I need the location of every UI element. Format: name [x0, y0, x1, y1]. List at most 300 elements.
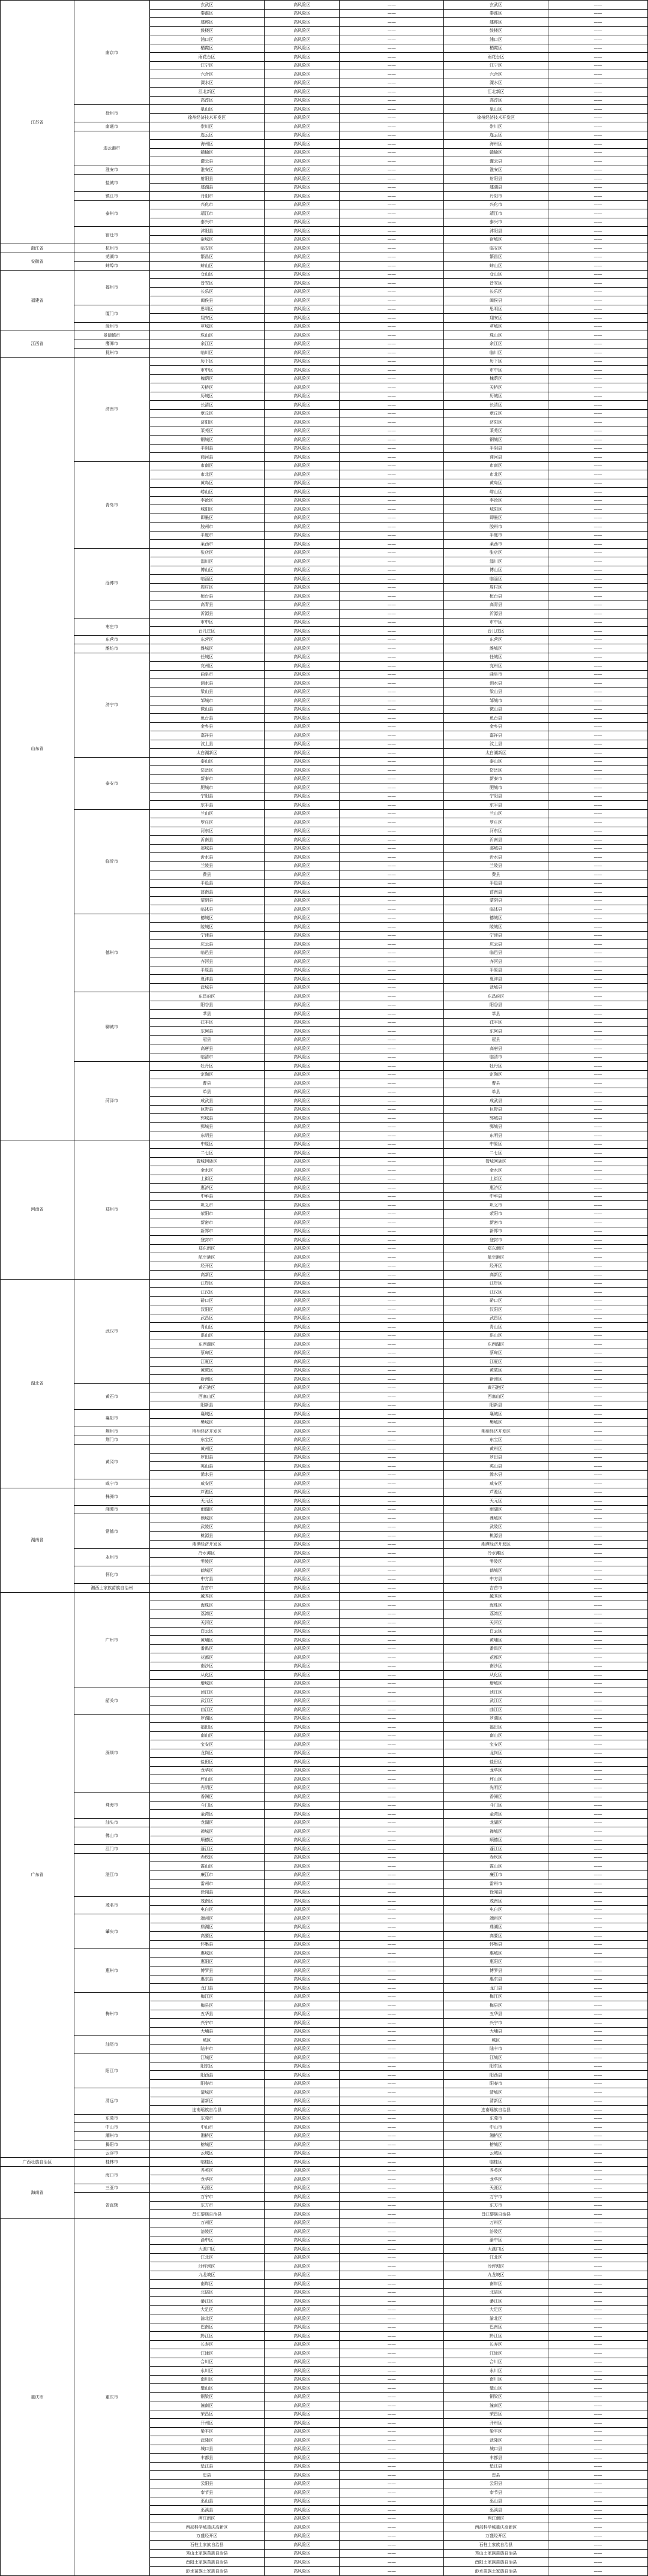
risk-level-cell: 高风险区: [264, 1, 340, 10]
dash-cell: ——: [340, 1775, 444, 1784]
city-cell: 宿迁市: [74, 227, 149, 244]
city-cell: 鹰潭市: [74, 340, 149, 349]
risk-level-cell: 高风险区: [264, 1810, 340, 1819]
district-cell: 玄武区: [149, 1, 264, 10]
district-cell: 宝安区: [149, 1740, 264, 1749]
dash-cell: ——: [340, 827, 444, 836]
risk-level-cell: 高风险区: [264, 192, 340, 201]
dash-cell: ——: [548, 1445, 647, 1454]
district-cell: 惠阳区: [149, 1957, 264, 1966]
risk-level-cell: 高风险区: [264, 722, 340, 731]
dash-cell: ——: [548, 1497, 647, 1506]
district-cell: 临淄区: [149, 575, 264, 584]
dash-cell: ——: [340, 1966, 444, 1975]
dash-cell: ——: [340, 148, 444, 157]
area-name-cell: 蓬江区: [444, 1845, 548, 1854]
district-cell: 江岸区: [149, 1279, 264, 1288]
district-cell: 万州区: [149, 2218, 264, 2227]
area-name-cell: 连南瑶族自治县: [444, 2106, 548, 2115]
risk-level-cell: 高风险区: [264, 931, 340, 940]
district-cell: 金湾区: [149, 1810, 264, 1819]
table-row: [1, 2053, 648, 2062]
risk-level-cell: 高风险区: [264, 905, 340, 914]
dash-cell: ——: [548, 1784, 647, 1793]
risk-level-cell: 高风险区: [264, 1462, 340, 1471]
risk-level-cell: 高风险区: [264, 1740, 340, 1749]
dash-cell: ——: [548, 783, 647, 792]
risk-level-cell: 高风险区: [264, 983, 340, 992]
risk-level-cell: 高风险区: [264, 2419, 340, 2428]
area-name-cell: 黄石港区: [444, 1383, 548, 1392]
dash-cell: ——: [548, 705, 647, 714]
dash-cell: ——: [548, 1340, 647, 1349]
district-cell: 临清市: [149, 1053, 264, 1062]
dash-cell: ——: [548, 1279, 647, 1288]
district-cell: 高新区: [149, 1271, 264, 1280]
dash-cell: ——: [548, 2280, 647, 2289]
dash-cell: ——: [548, 1557, 647, 1566]
district-cell: 大渡口区: [149, 2245, 264, 2254]
dash-cell: ——: [340, 1149, 444, 1158]
risk-level-cell: 高风险区: [264, 1540, 340, 1549]
risk-level-cell: 高风险区: [264, 1966, 340, 1975]
area-name-cell: 鄄城县: [444, 1122, 548, 1131]
city-cell: 黄石市: [74, 1383, 149, 1410]
risk-level-cell: 高风险区: [264, 122, 340, 131]
area-name-cell: 市中区: [444, 618, 548, 627]
area-name-cell: 庆云县: [444, 940, 548, 949]
dash-cell: ——: [548, 1523, 647, 1532]
district-cell: 定陶区: [149, 1070, 264, 1079]
dash-cell: ——: [340, 340, 444, 349]
district-cell: 梁平区: [149, 2427, 264, 2436]
dash-cell: ——: [340, 575, 444, 584]
dash-cell: ——: [340, 2454, 444, 2463]
area-name-cell: 英山县: [444, 1462, 548, 1471]
district-cell: 渝中区: [149, 2236, 264, 2245]
dash-cell: ——: [340, 2140, 444, 2149]
risk-level-cell: 高风险区: [264, 1636, 340, 1645]
area-name-cell: 汶上县: [444, 740, 548, 749]
city-cell: 珠海市: [74, 1793, 149, 1819]
dash-cell: ——: [340, 1209, 444, 1218]
area-name-cell: 闽侯县: [444, 296, 548, 305]
dash-cell: ——: [340, 244, 444, 253]
dash-cell: ——: [340, 2019, 444, 2028]
risk-level-cell: 高风险区: [264, 1436, 340, 1445]
dash-cell: ——: [548, 1706, 647, 1715]
risk-level-cell: 高风险区: [264, 262, 340, 271]
area-name-cell: 太白湖新区: [444, 749, 548, 758]
table-row: [1, 1793, 648, 1802]
table-row: [1, 1, 648, 10]
dash-cell: ——: [340, 314, 444, 323]
risk-level-cell: 高风险区: [264, 1610, 340, 1619]
area-name-cell: 德城区: [444, 914, 548, 923]
dash-cell: ——: [548, 914, 647, 923]
district-cell: 浈江区: [149, 1688, 264, 1697]
dash-cell: ——: [548, 1914, 647, 1923]
area-name-cell: 昌江黎族自治县: [444, 2210, 548, 2219]
city-cell: 蚌埠市: [74, 262, 149, 271]
dash-cell: ——: [340, 349, 444, 358]
risk-level-cell: 高风险区: [264, 1323, 340, 1332]
dash-cell: ——: [340, 766, 444, 775]
dash-cell: ——: [548, 1688, 647, 1697]
district-cell: 东昌府区: [149, 992, 264, 1001]
dash-cell: ——: [340, 722, 444, 731]
dash-cell: ——: [548, 88, 647, 97]
dash-cell: ——: [340, 18, 444, 27]
dash-cell: ——: [548, 1288, 647, 1297]
city-cell: 菏泽市: [74, 1062, 149, 1140]
dash-cell: ——: [548, 1410, 647, 1419]
risk-level-cell: 高风险区: [264, 575, 340, 584]
dash-cell: ——: [548, 148, 647, 157]
table-row: [1, 270, 648, 279]
risk-level-cell: 高风险区: [264, 287, 340, 296]
district-cell: 闽侯县: [149, 296, 264, 305]
risk-level-cell: 高风险区: [264, 2479, 340, 2488]
district-cell: 经开区: [149, 1262, 264, 1271]
dash-cell: ——: [548, 1871, 647, 1880]
district-cell: 阳新县: [149, 1401, 264, 1410]
dash-cell: ——: [340, 2506, 444, 2515]
area-name-cell: 从化区: [444, 1671, 548, 1680]
dash-cell: ——: [548, 2044, 647, 2053]
dash-cell: ——: [548, 253, 647, 262]
district-cell: 兴宁市: [149, 2019, 264, 2028]
risk-level-cell: 高风险区: [264, 157, 340, 166]
area-name-cell: 临川区: [444, 349, 548, 358]
dash-cell: ——: [548, 2175, 647, 2184]
dash-cell: ——: [340, 1592, 444, 1601]
city-cell: 省直辖: [74, 2193, 149, 2219]
risk-level-cell: 高风险区: [264, 35, 340, 44]
dash-cell: ——: [548, 2210, 647, 2219]
area-name-cell: 鼎湖区: [444, 1923, 548, 1932]
district-cell: 梅江区: [149, 1992, 264, 2001]
risk-level-cell: 高风险区: [264, 166, 340, 175]
district-cell: 市南区: [149, 461, 264, 470]
dash-cell: ——: [548, 1070, 647, 1079]
area-name-cell: 新密市: [444, 1218, 548, 1227]
area-name-cell: 兖州区: [444, 662, 548, 671]
dash-cell: ——: [340, 757, 444, 766]
area-name-cell: 奉节县: [444, 2488, 548, 2497]
dash-cell: ——: [340, 105, 444, 114]
risk-level-cell: 高风险区: [264, 1053, 340, 1062]
dash-cell: ——: [340, 1453, 444, 1462]
city-cell: 佛山市: [74, 1827, 149, 1845]
risk-level-cell: 高风险区: [264, 888, 340, 897]
risk-level-cell: 高风险区: [264, 1331, 340, 1340]
risk-level-cell: 高风险区: [264, 1897, 340, 1906]
district-cell: 端州区: [149, 1914, 264, 1923]
dash-cell: ——: [340, 774, 444, 783]
district-cell: 蚌山区: [149, 262, 264, 271]
dash-cell: ——: [548, 1853, 647, 1862]
risk-level-cell: 高风险区: [264, 1801, 340, 1810]
dash-cell: ——: [548, 557, 647, 566]
risk-level-cell: 高风险区: [264, 2488, 340, 2497]
dash-cell: ——: [548, 1166, 647, 1175]
area-name-cell: 登封市: [444, 1236, 548, 1245]
risk-level-cell: 高风险区: [264, 1749, 340, 1758]
district-cell: 城阳区: [149, 505, 264, 514]
area-name-cell: 岱岳区: [444, 766, 548, 775]
area-name-cell: 陆丰市: [444, 2044, 548, 2053]
district-cell: 沙坪坝区: [149, 2262, 264, 2271]
risk-level-cell: 高风险区: [264, 783, 340, 792]
area-name-cell: 霞山区: [444, 1862, 548, 1871]
risk-level-cell: 高风险区: [264, 2175, 340, 2184]
district-cell: 微山县: [149, 705, 264, 714]
district-cell: 南沙区: [149, 1662, 264, 1671]
dash-cell: ——: [340, 2332, 444, 2341]
dash-cell: ——: [548, 2106, 647, 2115]
risk-level-cell: 高风险区: [264, 1871, 340, 1880]
dash-cell: ——: [548, 575, 647, 584]
risk-level-cell: 高风险区: [264, 427, 340, 436]
area-name-cell: 硚口区: [444, 1296, 548, 1305]
dash-cell: ——: [548, 79, 647, 88]
risk-level-cell: 高风险区: [264, 601, 340, 610]
district-cell: 牡丹区: [149, 1062, 264, 1071]
table-row: [1, 357, 648, 366]
table-row: [1, 244, 648, 253]
table-row: [1, 548, 648, 557]
area-name-cell: 夏津县: [444, 975, 548, 984]
dash-cell: ——: [340, 2479, 444, 2488]
district-cell: 龙华区: [149, 1766, 264, 1775]
dash-cell: ——: [340, 1758, 444, 1767]
dash-cell: ——: [340, 2245, 444, 2254]
area-name-cell: 河东区: [444, 827, 548, 836]
risk-level-cell: 高风险区: [264, 453, 340, 462]
dash-cell: ——: [548, 818, 647, 827]
dash-cell: ——: [340, 1644, 444, 1653]
district-cell: 阳东区: [149, 2062, 264, 2071]
city-cell: 厦门市: [74, 305, 149, 322]
dash-cell: ——: [340, 2184, 444, 2193]
dash-cell: ——: [548, 1714, 647, 1723]
risk-level-cell: 高风险区: [264, 26, 340, 35]
dash-cell: ——: [548, 966, 647, 975]
dash-cell: ——: [340, 861, 444, 870]
area-name-cell: 桃源县: [444, 1532, 548, 1541]
dash-cell: ——: [548, 1436, 647, 1445]
dash-cell: ——: [548, 836, 647, 845]
area-name-cell: 渝北区: [444, 2314, 548, 2323]
city-cell: 茂名市: [74, 1897, 149, 1914]
dash-cell: ——: [548, 1427, 647, 1436]
dash-cell: ——: [548, 2114, 647, 2123]
dash-cell: ——: [340, 1201, 444, 1210]
risk-level-cell: 高风险区: [264, 618, 340, 627]
dash-cell: ——: [340, 1714, 444, 1723]
city-cell: 枣庄市: [74, 618, 149, 635]
risk-level-cell: 高风险区: [264, 592, 340, 601]
area-name-cell: 芗城区: [444, 322, 548, 331]
dash-cell: ——: [340, 2193, 444, 2202]
dash-cell: ——: [548, 1627, 647, 1636]
area-name-cell: 惠东县: [444, 1975, 548, 1984]
dash-cell: ——: [340, 1027, 444, 1036]
district-cell: 翔安区: [149, 314, 264, 323]
city-cell: 株洲市: [74, 1488, 149, 1505]
dash-cell: ——: [548, 861, 647, 870]
area-name-cell: 周村区: [444, 583, 548, 592]
dash-cell: ——: [340, 687, 444, 696]
risk-level-cell: 高风险区: [264, 1314, 340, 1323]
area-name-cell: 南沙区: [444, 1662, 548, 1671]
dash-cell: ——: [340, 1035, 444, 1044]
area-name-cell: 番禺区: [444, 1644, 548, 1653]
risk-level-cell: 高风险区: [264, 2131, 340, 2140]
dash-cell: ——: [340, 70, 444, 79]
district-cell: 雷州市: [149, 1880, 264, 1889]
district-cell: 茂南区: [149, 1897, 264, 1906]
dash-cell: ——: [340, 644, 444, 653]
dash-cell: ——: [548, 827, 647, 836]
dash-cell: ——: [548, 488, 647, 497]
dash-cell: ——: [340, 1532, 444, 1541]
risk-level-cell: 高风险区: [264, 731, 340, 740]
area-name-cell: 江汉区: [444, 1288, 548, 1297]
risk-level-cell: 高风险区: [264, 1427, 340, 1436]
dash-cell: ——: [340, 566, 444, 575]
table-row: [1, 349, 648, 358]
district-cell: 郓城县: [149, 1114, 264, 1123]
area-name-cell: 邹城市: [444, 696, 548, 705]
risk-level-cell: 高风险区: [264, 827, 340, 836]
risk-level-cell: 高风险区: [264, 1975, 340, 1984]
district-cell: 龙岗区: [149, 1749, 264, 1758]
area-name-cell: 万州区: [444, 2218, 548, 2227]
dash-cell: ——: [340, 1671, 444, 1680]
dash-cell: ——: [340, 1836, 444, 1845]
risk-level-cell: 高风险区: [264, 2541, 340, 2550]
district-cell: 淮安区: [149, 166, 264, 175]
district-cell: 铜梁区: [149, 2392, 264, 2401]
table-row: [1, 2140, 648, 2149]
risk-level-cell: 高风险区: [264, 1062, 340, 1071]
dash-cell: ——: [340, 2532, 444, 2541]
area-name-cell: 临清市: [444, 1053, 548, 1062]
dash-cell: ——: [340, 1940, 444, 1949]
risk-level-cell: 高风险区: [264, 131, 340, 140]
area-name-cell: 两江新区: [444, 2514, 548, 2523]
dash-cell: ——: [340, 2558, 444, 2567]
dash-cell: ——: [340, 2566, 444, 2576]
dash-cell: ——: [548, 1740, 647, 1749]
dash-cell: ——: [548, 1236, 647, 1245]
dash-cell: ——: [340, 2340, 444, 2349]
risk-level-cell: 高风险区: [264, 2149, 340, 2158]
table-row: [1, 2218, 648, 2227]
risk-level-cell: 高风险区: [264, 975, 340, 984]
dash-cell: ——: [548, 383, 647, 392]
area-name-cell: 思明区: [444, 305, 548, 314]
dash-cell: ——: [548, 1766, 647, 1775]
dash-cell: ——: [548, 1862, 647, 1871]
area-name-cell: 徐州经济技术开发区: [444, 113, 548, 122]
area-name-cell: 嘉祥县: [444, 731, 548, 740]
dash-cell: ——: [548, 53, 647, 62]
dash-cell: ——: [548, 2532, 647, 2541]
risk-level-cell: 高风险区: [264, 2523, 340, 2532]
city-cell: 怀化市: [74, 1566, 149, 1584]
district-cell: 鱼台县: [149, 714, 264, 723]
risk-level-cell: 高风险区: [264, 2218, 340, 2227]
district-cell: 武江区: [149, 1697, 264, 1706]
district-cell: 丰都县: [149, 2454, 264, 2463]
city-cell: 韶关市: [74, 1688, 149, 1715]
area-name-cell: 费县: [444, 870, 548, 879]
district-cell: 巫山县: [149, 2497, 264, 2506]
area-name-cell: 榕城区: [444, 2140, 548, 2149]
dash-cell: ——: [340, 470, 444, 479]
dash-cell: ——: [340, 1514, 444, 1523]
dash-cell: ——: [340, 1218, 444, 1227]
risk-level-cell: 高风险区: [264, 1818, 340, 1827]
dash-cell: ——: [548, 1793, 647, 1802]
area-name-cell: 曹县: [444, 1079, 548, 1088]
risk-level-cell: 高风险区: [264, 2114, 340, 2123]
risk-level-cell: 高风险区: [264, 757, 340, 766]
area-name-cell: 白云区: [444, 1627, 548, 1636]
dash-cell: ——: [548, 523, 647, 532]
dash-cell: ——: [548, 940, 647, 949]
dash-cell: ——: [340, 2436, 444, 2445]
area-name-cell: 黄州区: [444, 1445, 548, 1454]
area-name-cell: 金水区: [444, 1166, 548, 1175]
district-cell: 黄埔区: [149, 1636, 264, 1645]
risk-level-cell: 高风险区: [264, 1505, 340, 1514]
area-name-cell: 潼南区: [444, 2401, 548, 2410]
dash-cell: ——: [340, 1566, 444, 1575]
city-cell: 武汉市: [74, 1279, 149, 1383]
city-cell: 济南市: [74, 357, 149, 461]
risk-level-cell: 高风险区: [264, 2044, 340, 2053]
district-cell: 历城区: [149, 392, 264, 401]
dash-cell: ——: [340, 53, 444, 62]
dash-cell: ——: [340, 461, 444, 470]
table-row: [1, 192, 648, 201]
district-cell: 忠县: [149, 2471, 264, 2480]
city-cell: 荆门市: [74, 1436, 149, 1445]
dash-cell: ——: [548, 2410, 647, 2419]
province-cell: 海南省: [1, 2166, 74, 2218]
dash-cell: ——: [340, 496, 444, 505]
risk-level-cell: 高风险区: [264, 1662, 340, 1671]
risk-level-cell: 高风险区: [264, 2184, 340, 2193]
area-name-cell: 荥阳市: [444, 1209, 548, 1218]
dash-cell: ——: [548, 1549, 647, 1558]
city-cell: 永州市: [74, 1549, 149, 1566]
area-name-cell: 钢城区: [444, 436, 548, 445]
table-row: [1, 618, 648, 627]
risk-level-cell: 高风险区: [264, 610, 340, 619]
dash-cell: ——: [548, 26, 647, 35]
risk-level-cell: 高风险区: [264, 2210, 340, 2219]
district-cell: 建邺区: [149, 18, 264, 27]
district-cell: 东方市: [149, 2201, 264, 2210]
risk-level-cell: 高风险区: [264, 9, 340, 18]
risk-level-cell: 高风险区: [264, 470, 340, 479]
dash-cell: ——: [340, 975, 444, 984]
